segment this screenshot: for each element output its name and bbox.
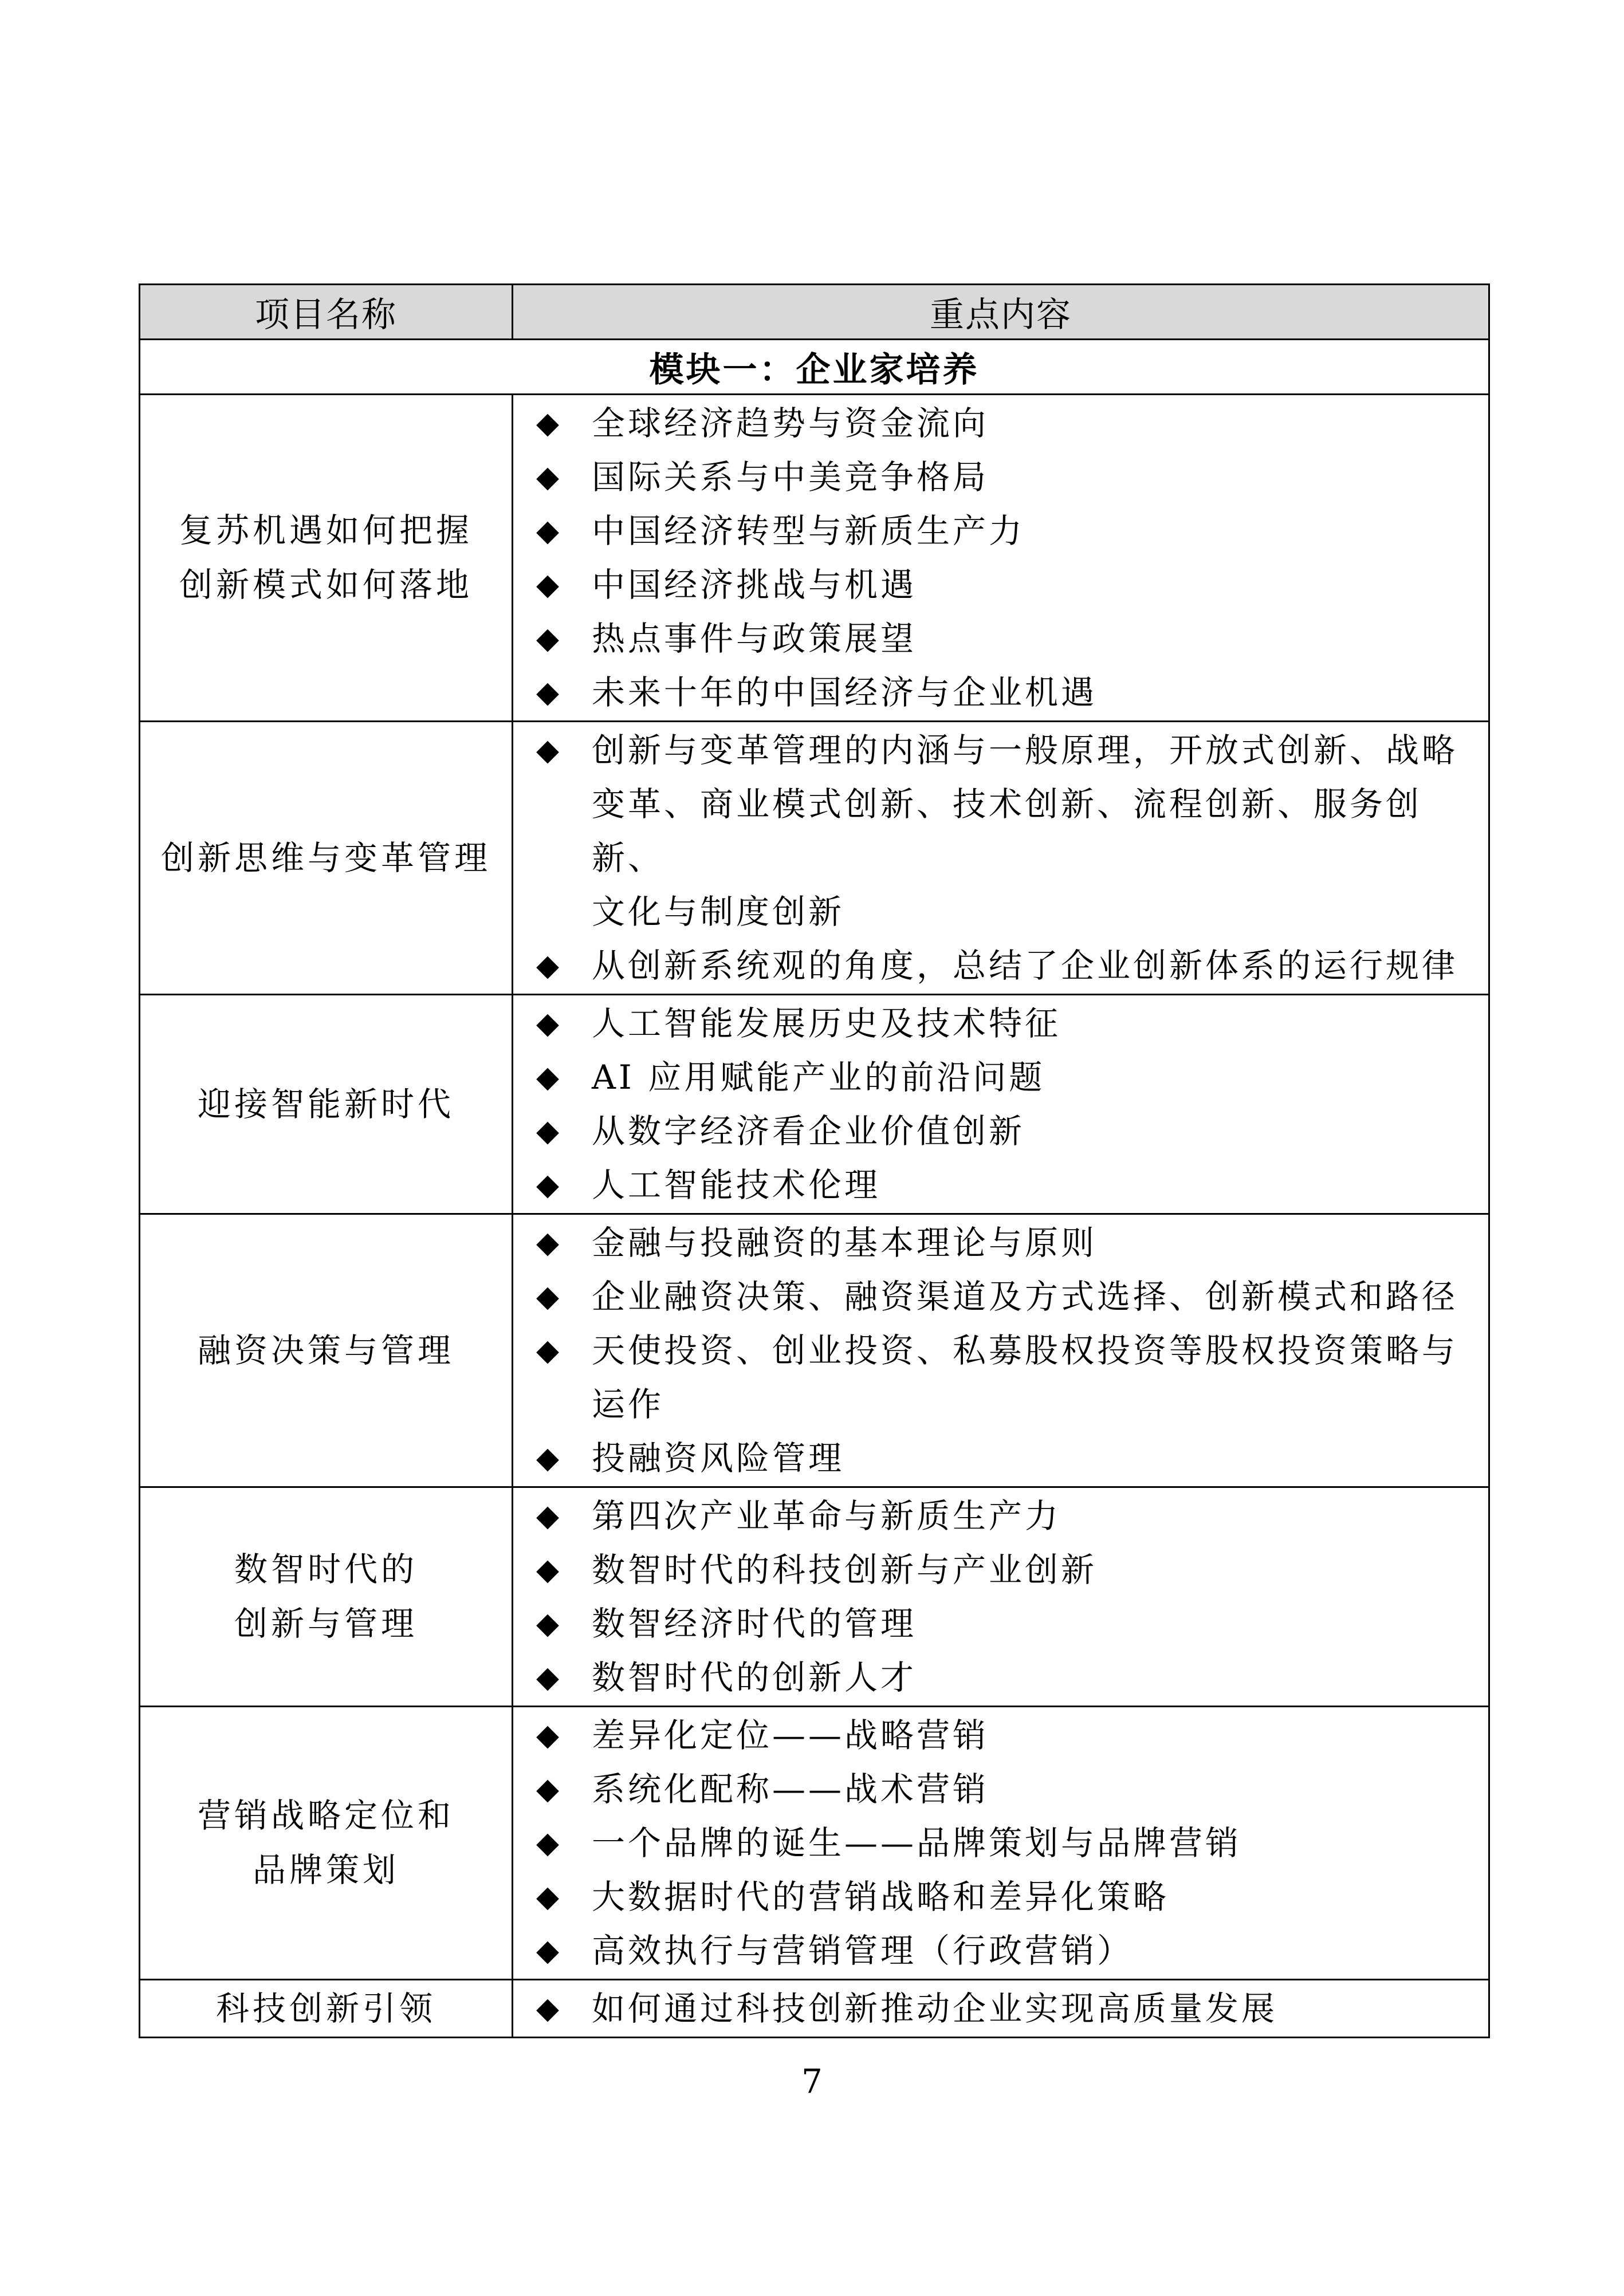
content-list-item [536,1870,1480,1924]
content-list [513,395,1488,720]
project-name-line: 复苏机遇如何把握 [179,511,473,550]
diamond-bullet-icon: ◆ [536,1499,562,1533]
key-content-cell [513,1707,1489,1980]
diamond-bullet-icon: ◆ [536,1606,562,1641]
table-row [140,1487,1489,1707]
project-name-line: 创新模式如何落地 [179,565,473,604]
content-list [513,1488,1488,1706]
content-item-line: 中国经济转型与新质生产力 [592,511,1025,550]
key-content-cell [513,1487,1489,1707]
content-item-line: 金融与投融资的基本理论与原则 [592,1223,1098,1262]
content-list-item [536,1104,1480,1158]
table-row [140,1980,1489,2038]
content-item-line: 人工智能技术伦理 [592,1165,881,1204]
content-list-item [536,1543,1480,1597]
project-name-line: 迎接智能新时代 [197,1084,454,1124]
project-name-cell [140,1707,513,1980]
project-name-line: 数智时代的 [234,1550,418,1589]
table-row [140,995,1489,1214]
diamond-bullet-icon: ◆ [536,1006,562,1041]
diamond-bullet-icon: ◆ [536,733,562,767]
key-content-cell [513,395,1489,722]
content-list-item [536,450,1480,504]
diamond-bullet-icon: ◆ [536,1718,562,1752]
content-list [513,1980,1488,2037]
project-name-cell [140,395,513,722]
content-item-line: 变革、商业模式创新、技术创新、流程创新、服务创新、 [592,785,1422,877]
key-content-cell [513,995,1489,1214]
content-list-item [536,1597,1480,1651]
content-item-line: 未来十年的中国经济与企业机遇 [592,673,1098,712]
content-item-line: 差异化定位——战略营销 [592,1716,989,1755]
table-row [140,722,1489,995]
diamond-bullet-icon: ◆ [536,1114,562,1148]
content-item-line: 天使投资、创业投资、私募股权投资等股权投资策略与 [592,1331,1458,1370]
content-list-item [536,997,1480,1050]
content-list-item [536,1651,1480,1704]
content-item-line: 国际关系与中美竞争格局 [592,458,989,497]
diamond-bullet-icon: ◆ [536,1772,562,1806]
diamond-bullet-icon: ◆ [536,1660,562,1695]
content-list-item [536,558,1480,612]
curriculum-table [139,283,1490,2038]
diamond-bullet-icon: ◆ [536,621,562,656]
project-name-cell [140,1487,513,1707]
content-item-line: 中国经济挑战与机遇 [592,565,917,604]
project-name-line: 创新思维与变革管理 [160,838,491,877]
page-number: 7 [801,2062,823,2101]
content-list-item [536,1708,1480,1762]
header-project-name: 项目名称 [140,285,513,340]
key-content-cell [513,1980,1489,2038]
project-name-cell [140,722,513,995]
diamond-bullet-icon: ◆ [536,1933,562,1968]
content-list-item [536,1816,1480,1870]
content-list-item [536,1982,1480,2035]
content-item-line: 大数据时代的营销战略和差异化策略 [592,1877,1170,1916]
diamond-bullet-icon: ◆ [536,406,562,440]
content-list-item [536,1762,1480,1816]
content-item-line: 热点事件与政策展望 [592,619,917,658]
key-content-cell [513,722,1489,995]
content-list-item [536,1324,1480,1431]
content-item-line: 全球经济趋势与资金流向 [592,404,989,443]
project-name-cell [140,995,513,1214]
content-item-line: 数智时代的科技创新与产业创新 [592,1550,1098,1589]
content-list [513,722,1488,994]
diamond-bullet-icon: ◆ [536,1826,562,1860]
table-row [140,395,1489,722]
content-list-item [536,1216,1480,1270]
content-list-item [536,1158,1480,1212]
content-list-item [536,939,1480,993]
content-list-item [536,665,1480,719]
diamond-bullet-icon: ◆ [536,1168,562,1202]
content-item-line: 文化与制度创新 [592,892,845,931]
diamond-bullet-icon: ◆ [536,568,562,602]
content-item-line: 从创新系统观的角度，总结了企业创新体系的运行规律 [592,946,1458,985]
module-row [140,340,1489,395]
project-name-line: 科技创新引领 [215,1988,436,2028]
project-name-cell [140,1214,513,1487]
diamond-bullet-icon: ◆ [536,1991,562,2026]
content-list-item [536,1924,1480,1978]
module-title: 模块一：企业家培养 [140,340,1489,395]
diamond-bullet-icon: ◆ [536,1060,562,1094]
content-item-line: 高效执行与营销管理（行政营销） [592,1931,1134,1970]
diamond-bullet-icon: ◆ [536,1441,562,1475]
content-item-line: 数智经济时代的管理 [592,1604,917,1643]
project-name-cell [140,1980,513,2038]
diamond-bullet-icon: ◆ [536,1880,562,1914]
diamond-bullet-icon: ◆ [536,1333,562,1368]
content-item-line: 数智时代的创新人才 [592,1658,917,1697]
content-list-item [536,1489,1480,1543]
content-item-line: 人工智能发展历史及技术特征 [592,1004,1061,1043]
content-list-item [536,612,1480,665]
project-name-line: 创新与管理 [234,1604,418,1643]
content-item-line: 企业融资决策、融资渠道及方式选择、创新模式和路径 [592,1277,1458,1316]
content-list-item [536,1050,1480,1104]
diamond-bullet-icon: ◆ [536,1553,562,1587]
content-item-line: 第四次产业革命与新质生产力 [592,1496,1061,1535]
content-item-line: 从数字经济看企业价值创新 [592,1112,1025,1151]
table-row [140,1214,1489,1487]
diamond-bullet-icon: ◆ [536,514,562,548]
diamond-bullet-icon: ◆ [536,675,562,710]
content-item-line: 如何通过科技创新推动企业实现高质量发展 [592,1989,1278,2028]
table-header-row [140,285,1489,340]
header-key-content: 重点内容 [513,285,1489,340]
content-list-item [536,1270,1480,1324]
project-name-line: 融资决策与管理 [197,1330,454,1370]
diamond-bullet-icon: ◆ [536,1226,562,1260]
content-item-line: 运作 [592,1385,664,1424]
content-list [513,1707,1488,1979]
content-item-line: 创新与变革管理的内涵与一般原理，开放式创新、战略 [592,731,1458,770]
project-name-line: 营销战略定位和 [197,1796,454,1835]
content-item-line: 系统化配称——战术营销 [592,1770,989,1809]
content-list [513,995,1488,1213]
content-list-item [536,723,1480,939]
diamond-bullet-icon: ◆ [536,948,562,983]
content-list-item [536,1431,1480,1485]
content-item-line: 一个品牌的诞生——品牌策划与品牌营销 [592,1824,1242,1862]
project-name-line: 品牌策划 [252,1850,399,1889]
content-item-line: 投融资风险管理 [592,1439,845,1478]
content-list-item [536,504,1480,558]
key-content-cell [513,1214,1489,1487]
diamond-bullet-icon: ◆ [536,460,562,494]
content-list-item [536,396,1480,450]
diamond-bullet-icon: ◆ [536,1279,562,1314]
content-list [513,1215,1488,1486]
content-item-line: AI 应用赋能产业的前沿问题 [592,1058,1045,1097]
table-row [140,1707,1489,1980]
